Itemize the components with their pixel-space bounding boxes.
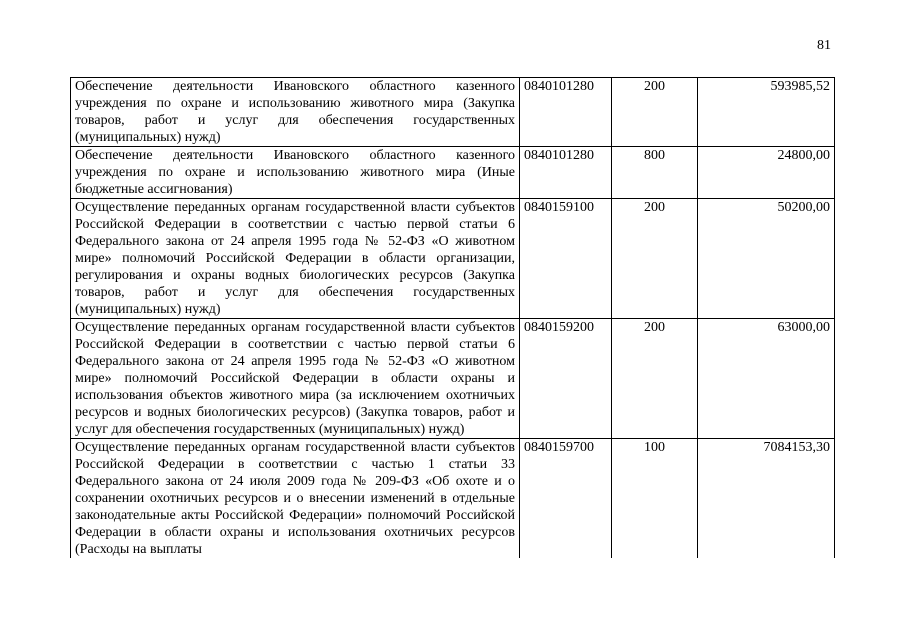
table-row — [71, 199, 835, 319]
expense-description: Осуществление переданных органам государственной власти субъектов Российской Федерации в соответствии с частью первой статьи 6 Федерального закона от 24 апреля 1995 года № 52-ФЗ «О животном мире» полномочий Российской Федерации в области организации, регулирования и охраны водных биологических ресурсов (Закупка товаров, работ и услуг для обеспечения государственных (муниципальных) нужд) — [71, 199, 520, 319]
target-article-code: 0840159100 — [520, 199, 612, 319]
amount-value: 593985,52 — [698, 78, 835, 147]
table-row — [71, 147, 835, 199]
expense-type-code: 200 — [612, 319, 698, 439]
expense-description: Осуществление переданных органам государственной власти субъектов Российской Федерации в соответствии с частью первой статьи 6 Федерального закона от 24 апреля 1995 года № 52-ФЗ «О животном мире» полномочий Российской Федерации в области охраны и использования объектов животного мира (за исключением охотничьих ресурсов и водных биологических ресурсов) (Закупка товаров, работ и услуг для обеспечения государственных (муниципальных) нужд) — [71, 319, 520, 439]
expense-description: Обеспечение деятельности Ивановского областного казенного учреждения по охране и использованию животного мира (Иные бюджетные ассигнования) — [71, 147, 520, 199]
target-article-code: 0840101280 — [520, 78, 612, 147]
expense-type-code: 200 — [612, 199, 698, 319]
amount-value: 63000,00 — [698, 319, 835, 439]
expense-description: Осуществление переданных органам государственной власти субъектов Российской Федерации в соответствии с частью 1 статьи 33 Федерального закона от 24 июля 2009 года № 209-ФЗ «Об охоте и о сохранении охотничьих ресурсов и о внесении изменений в отдельные законодательные акты Российской Федерации» полномочий Российской Федерации в области охраны и использования охотничьих ресурсов (Расходы на выплаты — [71, 439, 520, 559]
page-bottom-margin — [0, 580, 905, 640]
page-number: 81 — [817, 38, 831, 53]
expense-type-code: 200 — [612, 78, 698, 147]
expense-type-code: 800 — [612, 147, 698, 199]
table-row — [71, 319, 835, 439]
target-article-code: 0840159200 — [520, 319, 612, 439]
budget-table — [70, 77, 835, 558]
expense-type-code: 100 — [612, 439, 698, 559]
amount-value: 50200,00 — [698, 199, 835, 319]
target-article-code: 0840159700 — [520, 439, 612, 559]
target-article-code: 0840101280 — [520, 147, 612, 199]
expense-description: Обеспечение деятельности Ивановского областного казенного учреждения по охране и использованию животного мира (Закупка товаров, работ и услуг для обеспечения государственных (муниципальных) нужд) — [71, 78, 520, 147]
amount-value: 24800,00 — [698, 147, 835, 199]
table-row — [71, 78, 835, 147]
table-row — [71, 439, 835, 559]
amount-value: 7084153,30 — [698, 439, 835, 559]
